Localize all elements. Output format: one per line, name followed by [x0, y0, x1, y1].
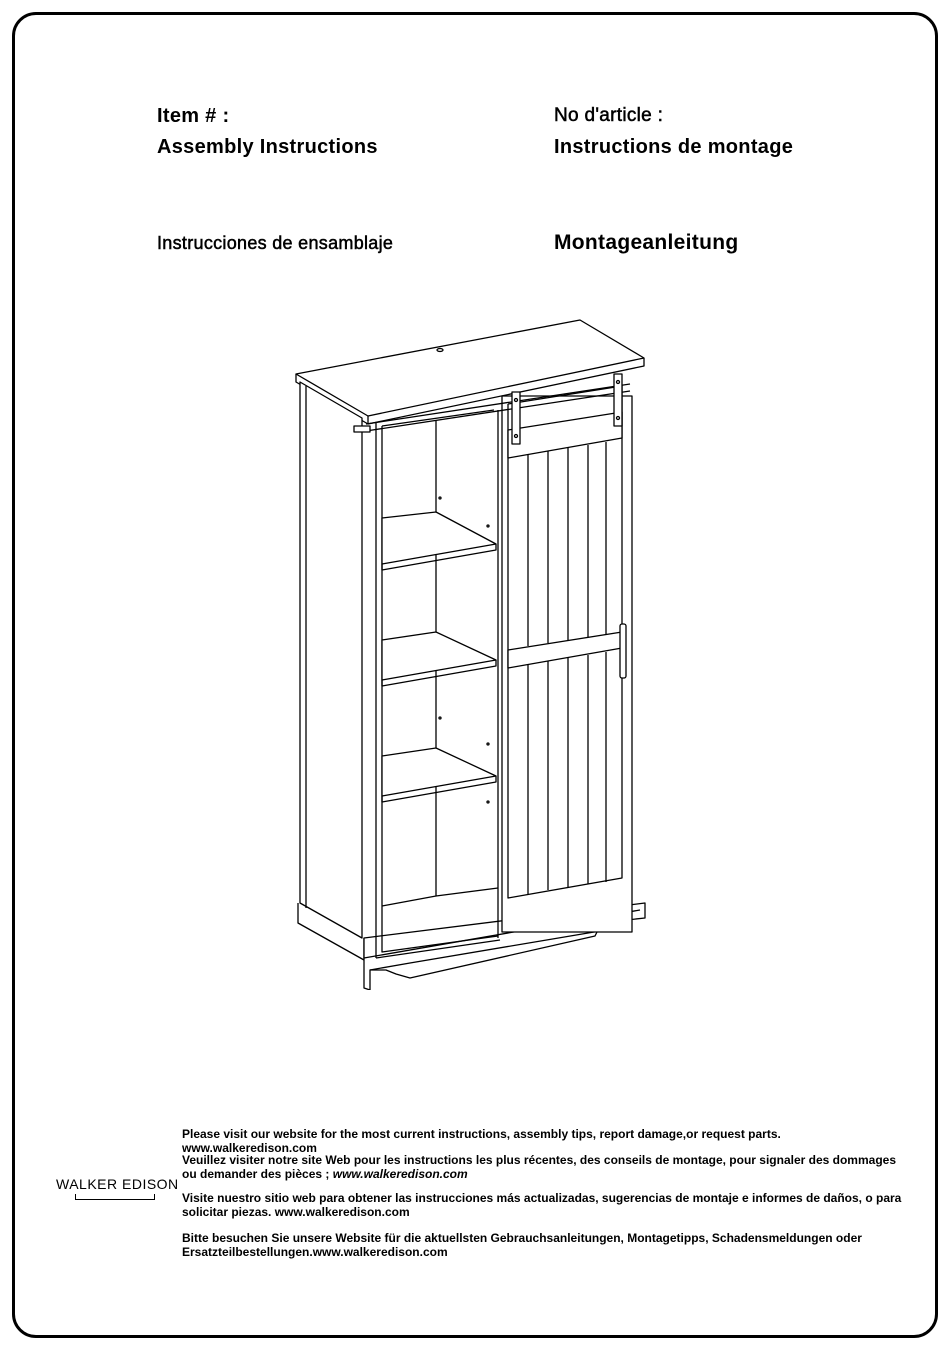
item-number-label-fr: No d'article :	[554, 105, 664, 126]
door-handle	[620, 624, 626, 678]
assembly-instructions-title-es: Instrucciones de ensamblaje	[157, 233, 394, 253]
footer-en-text: Please visit our website for the most current instructions, assembly tips, report damage,or request parts.	[182, 1127, 781, 1141]
footer-text-fr	[182, 1153, 910, 1181]
footer-text-en	[182, 1127, 910, 1155]
cabinet-left-side	[300, 382, 362, 938]
footer-en-url[interactable]: www.walkeredison.com	[182, 1141, 317, 1155]
footer-de-text: Bitte besuchen Sie unsere Website für die aktuellsten Gebrauchsanleitungen, Montagetipps, Schadensmeldungen oder Ersatzteilbestellungen.	[182, 1231, 862, 1259]
walker-edison-logo	[56, 1176, 179, 1200]
logo-underline	[75, 1194, 155, 1200]
item-number-label: Item # :	[157, 105, 230, 127]
footer-text-es	[182, 1191, 910, 1219]
shelf-2	[382, 632, 496, 680]
footer-es-url[interactable]: www.walkeredison.com	[274, 1205, 410, 1219]
assembly-instructions-title-en: Assembly Instructions	[157, 136, 378, 158]
footer-de-url[interactable]: www.walkeredison.com	[312, 1245, 448, 1259]
assembly-instructions-title-fr: Instructions de montage	[554, 136, 794, 158]
logo-text: WALKER EDISON	[56, 1176, 179, 1192]
shelf-3	[382, 748, 496, 796]
shelf-1	[382, 512, 496, 564]
footer-text-de	[182, 1231, 910, 1259]
cabinet-illustration	[290, 318, 650, 990]
assembly-instructions-title-de: Montageanleitung	[554, 231, 739, 254]
footer-fr-url[interactable]: www.walkeredison.com	[332, 1167, 468, 1181]
footer-es-text: Visite nuestro sitio web para obtener las instrucciones más actualizadas, sugerencias de montaje e informes de daños, o para solicitar piezas.	[182, 1191, 902, 1219]
footer-fr-text: Veuillez visiter notre site Web pour les instructions les plus récentes, des conseils de montage, pour signaler des dommages ou demander des pièces ;	[182, 1153, 896, 1181]
